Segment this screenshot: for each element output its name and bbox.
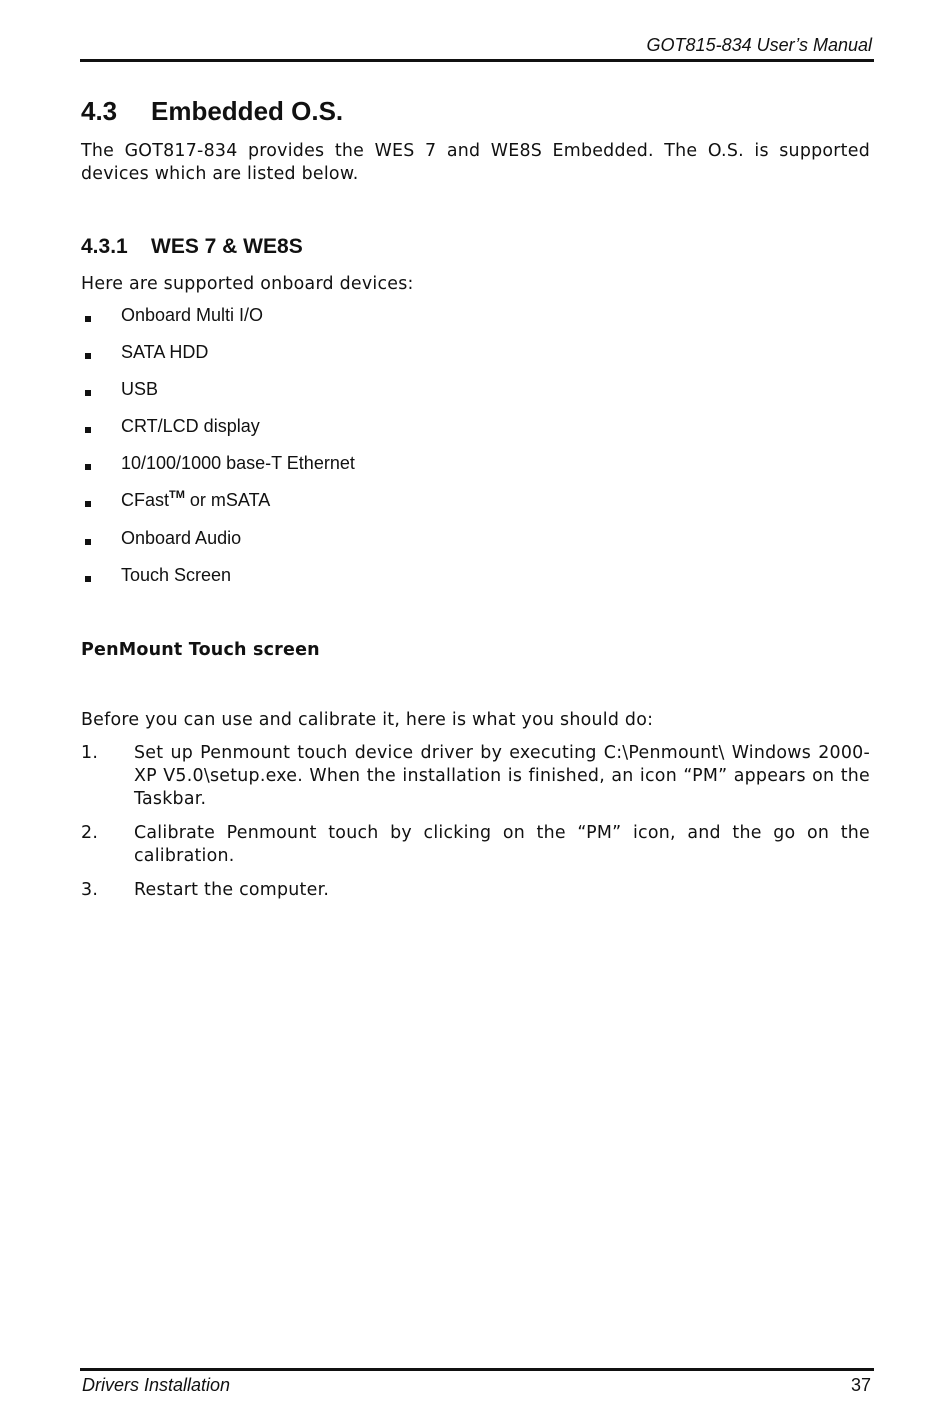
page-number: 37 bbox=[850, 1375, 871, 1395]
running-header-title: GOT815-834 User’s Manual bbox=[646, 35, 872, 55]
section-heading bbox=[81, 96, 343, 127]
list-item bbox=[81, 822, 870, 868]
list-item bbox=[81, 565, 355, 602]
supported-devices-list bbox=[81, 305, 355, 602]
device-label: Onboard Audio bbox=[121, 527, 242, 548]
step-number: 1. bbox=[81, 743, 99, 763]
list-item bbox=[81, 305, 355, 342]
penmount-heading: PenMount Touch screen bbox=[81, 640, 320, 660]
step-text: Calibrate Penmount touch by clicking on the “PM” icon, and the go on the calibration. bbox=[134, 823, 870, 866]
section-title: Embedded O.S. bbox=[151, 96, 344, 126]
section-intro-paragraph: The GOT817-834 provides the WES 7 and WE8S Embedded. The O.S. is supported devices which are listed below. bbox=[81, 141, 870, 184]
header-divider bbox=[80, 59, 874, 62]
cfast-suffix: or mSATA bbox=[184, 490, 271, 511]
device-label: SATA HDD bbox=[121, 342, 209, 363]
bullet-square-icon bbox=[85, 427, 91, 433]
device-label: Touch Screen bbox=[121, 564, 232, 585]
subsection-intro-paragraph: Here are supported onboard devices: bbox=[81, 274, 414, 294]
step-number: 2. bbox=[81, 823, 99, 843]
bullet-square-icon bbox=[85, 316, 91, 322]
device-label bbox=[121, 490, 270, 511]
cfast-label: CFast bbox=[121, 490, 170, 511]
penmount-intro-paragraph: Before you can use and calibrate it, here is what you should do: bbox=[81, 710, 654, 730]
list-item bbox=[81, 528, 355, 565]
list-item bbox=[81, 742, 870, 811]
bullet-square-icon bbox=[85, 464, 91, 470]
trademark-mark: TM bbox=[169, 489, 185, 502]
bullet-square-icon bbox=[85, 353, 91, 359]
section-number: 4.3 bbox=[81, 96, 118, 126]
bullet-square-icon bbox=[85, 576, 91, 582]
footer-divider bbox=[80, 1368, 874, 1371]
device-label: Onboard Multi I/O bbox=[121, 305, 264, 325]
penmount-steps-list bbox=[81, 742, 870, 913]
step-text: Set up Penmount touch device driver by executing C:\Penmount\ Windows 2000-XP V5.0\setup.exe. When the installation is finished, an icon “PM” appears on the Taskbar. bbox=[134, 743, 870, 809]
list-item bbox=[81, 379, 355, 416]
list-item bbox=[81, 342, 355, 379]
step-text: Restart the computer. bbox=[134, 880, 330, 900]
device-label: USB bbox=[121, 379, 159, 400]
subsection-title: WES 7 & WE8S bbox=[151, 235, 303, 258]
bullet-square-icon bbox=[85, 390, 91, 396]
list-item bbox=[81, 416, 355, 453]
device-label: 10/100/1000 base-T Ethernet bbox=[121, 453, 355, 474]
list-item bbox=[81, 879, 870, 902]
device-label: CRT/LCD display bbox=[121, 416, 260, 437]
list-item bbox=[81, 490, 355, 527]
subsection-number: 4.3.1 bbox=[81, 235, 128, 258]
list-item bbox=[81, 453, 355, 490]
bullet-square-icon bbox=[85, 501, 91, 507]
bullet-square-icon bbox=[85, 539, 91, 545]
step-number: 3. bbox=[81, 880, 99, 900]
footer-chapter-title: Drivers Installation bbox=[82, 1375, 231, 1395]
subsection-heading bbox=[81, 235, 303, 259]
